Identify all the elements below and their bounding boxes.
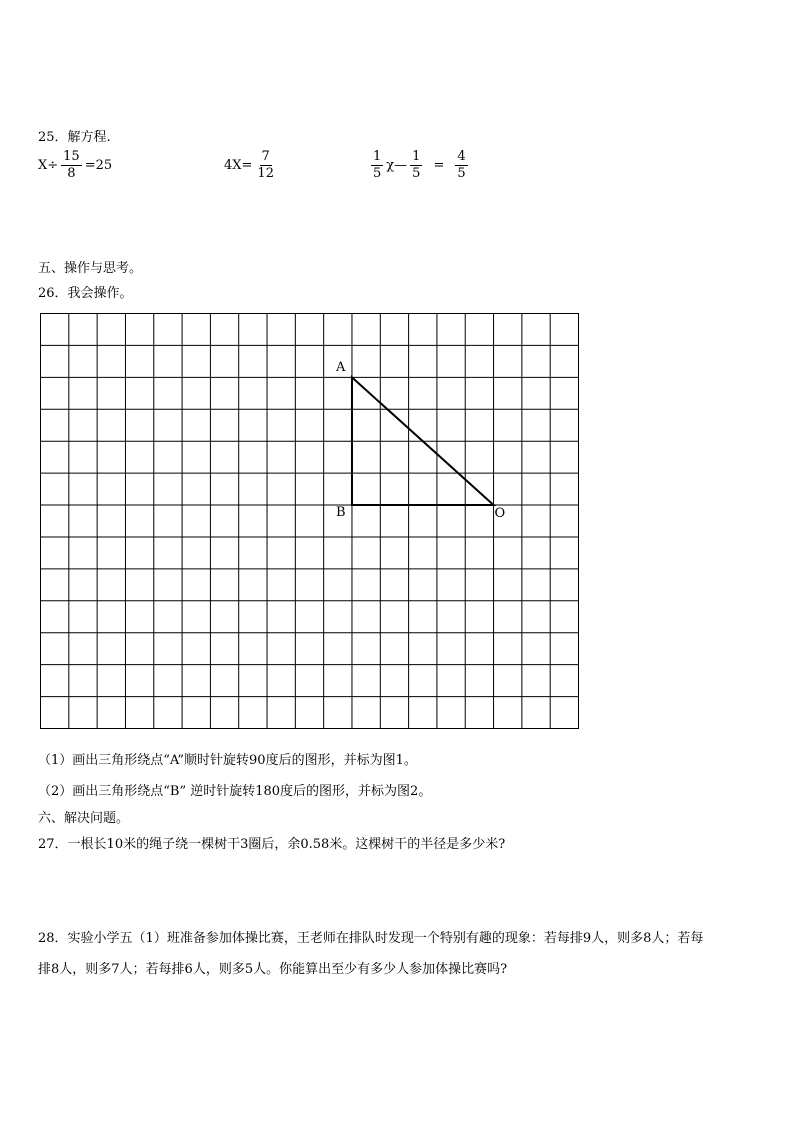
eq1-rhs: =25 <box>84 158 113 174</box>
eq3-fraction-3 <box>455 150 467 182</box>
eq3-fraction-2 <box>410 150 422 182</box>
eq1-lhs: X÷ <box>38 158 59 174</box>
vertex-label-b: B <box>335 505 346 521</box>
eq3-f2-numerator: 1 <box>410 150 422 166</box>
vertex-label-o: O <box>494 506 506 522</box>
eq2-numerator: 7 <box>260 150 272 166</box>
eq3-f3-denominator: 5 <box>457 166 466 182</box>
question-26-part-1: （1）画出三角形绕点“A”顺时针旋转90度后的图形，并标为图1。 <box>38 753 417 768</box>
equation-2 <box>224 150 279 182</box>
section-5-heading: 五、操作与思考。 <box>38 261 143 276</box>
eq3-f1-numerator: 1 <box>371 150 383 166</box>
eq1-fraction <box>61 150 82 182</box>
eq3-f2-denominator: 5 <box>412 166 421 182</box>
question-27: 27．一根长10米的绳子绕一棵树干3圈后，余0.58米。这棵树干的半径是多少米? <box>38 837 506 852</box>
section-6-heading: 六、解决问题。 <box>38 811 130 826</box>
question-28-line-1: 28．实验小学五（1）班准备参加体操比赛，王老师在排队时发现一个特别有趣的现象：若每排9人，则多8人；若每 <box>38 931 704 946</box>
eq2-denominator: 12 <box>257 166 274 182</box>
question-25-title: 25．解方程. <box>38 130 111 145</box>
eq1-numerator: 15 <box>61 150 82 166</box>
question-26-title: 26．我会操作。 <box>38 286 133 301</box>
eq3-f3-numerator: 4 <box>455 150 467 166</box>
vertex-label-a: A <box>335 360 346 376</box>
eq3-fraction-1 <box>371 150 383 182</box>
eq3-f1-denominator: 5 <box>373 166 382 182</box>
question-26-part-2: （2）画出三角形绕点“B” 逆时针旋转180度后的图形，并标为图2。 <box>38 784 432 799</box>
eq3-equals: = <box>433 158 445 174</box>
eq2-fraction <box>255 150 276 182</box>
eq1-denominator: 8 <box>67 166 76 182</box>
equation-3 <box>368 150 471 182</box>
eq2-lhs: 4X= <box>224 158 253 174</box>
eq3-variable: χ— <box>386 158 408 174</box>
equation-1 <box>38 150 112 182</box>
grid-figure <box>40 313 579 729</box>
question-28-line-2: 排8人，则多7人；若每排6人，则多5人。你能算出至少有多少人参加体操比赛吗? <box>38 962 508 977</box>
